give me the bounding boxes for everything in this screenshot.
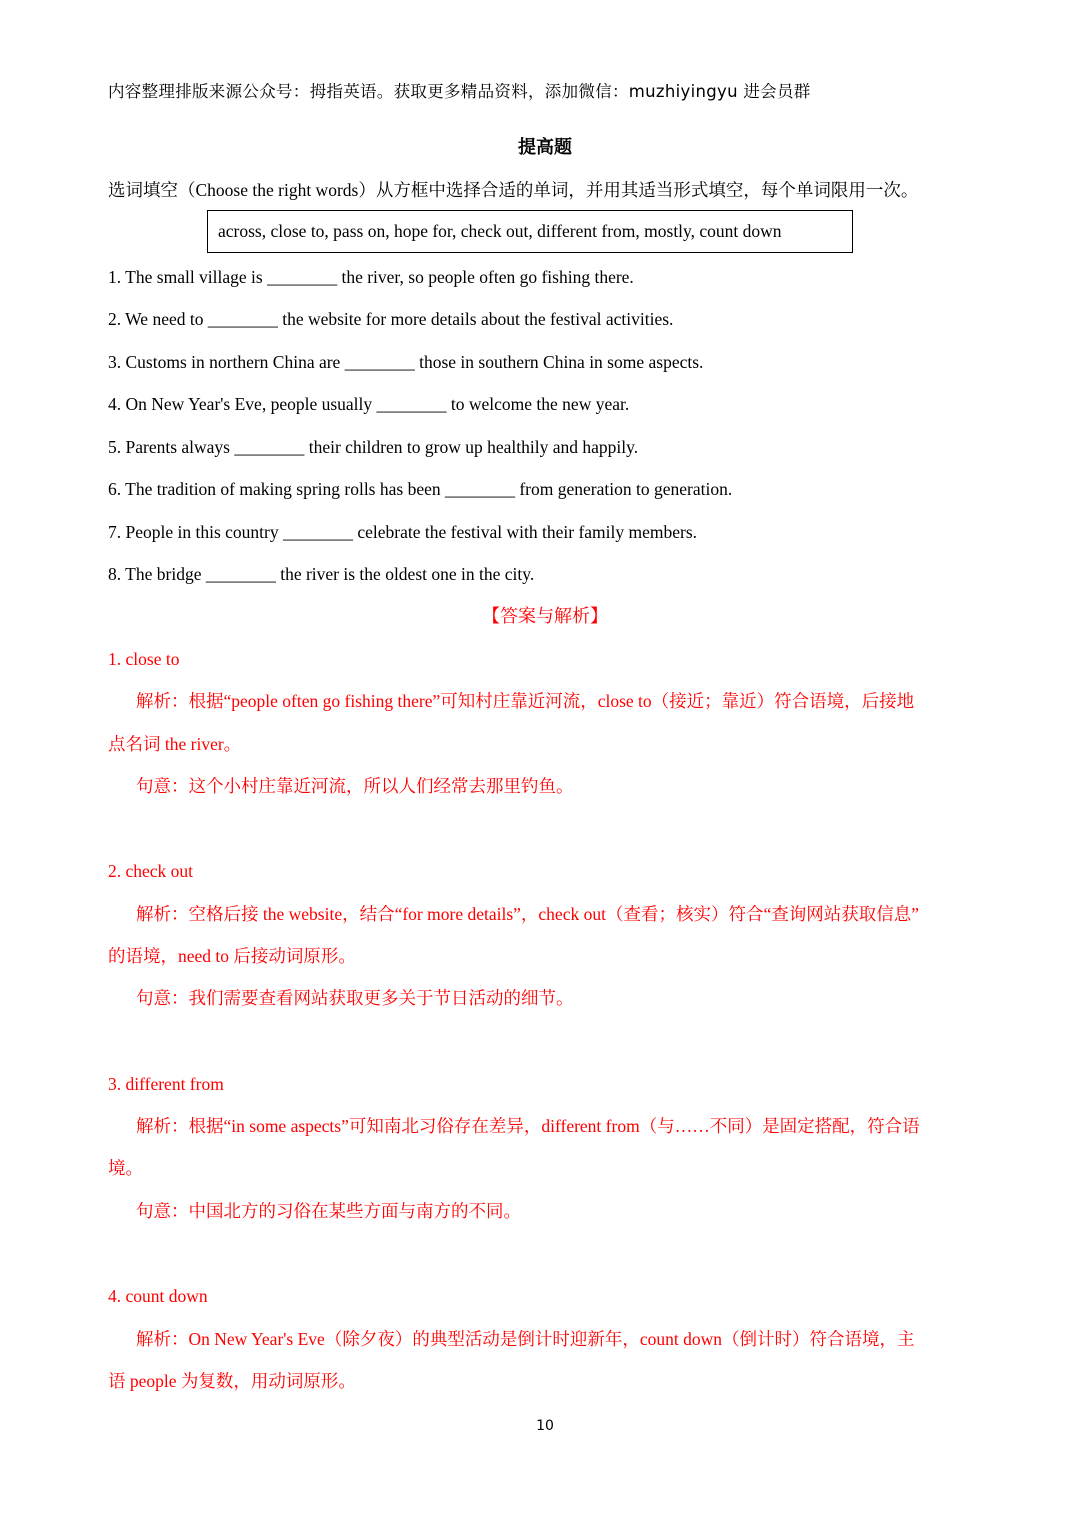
word-box: across, close to, pass on, hope for, check out, different from, mostly, count down [207, 210, 853, 253]
section-title: 提高题 [518, 137, 572, 157]
answers-title: 【答案与解析】 [482, 606, 608, 626]
analysis-4-line-1: 解析：On New Year's Eve（除夕夜）的典型活动是倒计时迎新年，count down（倒计时）符合语境，主 [136, 1329, 915, 1349]
answer-4: 4. count down [108, 1286, 208, 1306]
question-4: 4. On New Year's Eve, people usually ________ to welcome the new year. [108, 394, 630, 414]
analysis-3-line-2: 境。 [108, 1158, 143, 1178]
page-number: 10 [536, 1418, 554, 1434]
question-1: 1. The small village is ________ the river, so people often go fishing there. [108, 267, 634, 287]
meaning-1: 句意：这个小村庄靠近河流，所以人们经常去那里钓鱼。 [136, 776, 574, 796]
meaning-3: 句意：中国北方的习俗在某些方面与南方的不同。 [136, 1201, 521, 1221]
question-8: 8. The bridge ________ the river is the oldest one in the city. [108, 564, 535, 584]
instruction: 选词填空（Choose the right words）从方框中选择合适的单词，并用其适当形式填空，每个单词限用一次。 [108, 180, 919, 200]
answer-1: 1. close to [108, 649, 180, 669]
question-6: 6. The tradition of making spring rolls has been ________ from generation to generation. [108, 479, 733, 499]
analysis-1-line-1: 解析：根据“people often go fishing there”可知村庄靠近河流，close to（接近；靠近）符合语境，后接地 [136, 691, 915, 711]
question-3: 3. Customs in northern China are ________ those in southern China in some aspects. [108, 352, 704, 372]
meaning-2: 句意：我们需要查看网站获取更多关于节日活动的细节。 [136, 988, 574, 1008]
analysis-3-line-1: 解析：根据“in some aspects”可知南北习俗存在差异，different from（与……不同）是固定搭配，符合语 [136, 1116, 920, 1136]
question-5: 5. Parents always ________ their children to grow up healthily and happily. [108, 437, 639, 457]
answer-3: 3. different from [108, 1074, 224, 1094]
question-7: 7. People in this country ________ celebrate the festival with their family members. [108, 522, 698, 542]
analysis-4-line-2: 语 people 为复数，用动词原形。 [108, 1371, 356, 1391]
analysis-2-line-2: 的语境，need to 后接动词原形。 [108, 946, 356, 966]
answer-2: 2. check out [108, 861, 194, 881]
analysis-2-line-1: 解析：空格后接 the website，结合“for more details”，check out（查看；核实）符合“查询网站获取信息” [136, 904, 919, 924]
header-note: 内容整理排版来源公众号：拇指英语。获取更多精品资料，添加微信：muzhiyingyu 进会员群 [108, 82, 811, 101]
analysis-1-line-2: 点名词 the river。 [108, 734, 242, 754]
question-2: 2. We need to ________ the website for more details about the festival activities. [108, 309, 674, 329]
